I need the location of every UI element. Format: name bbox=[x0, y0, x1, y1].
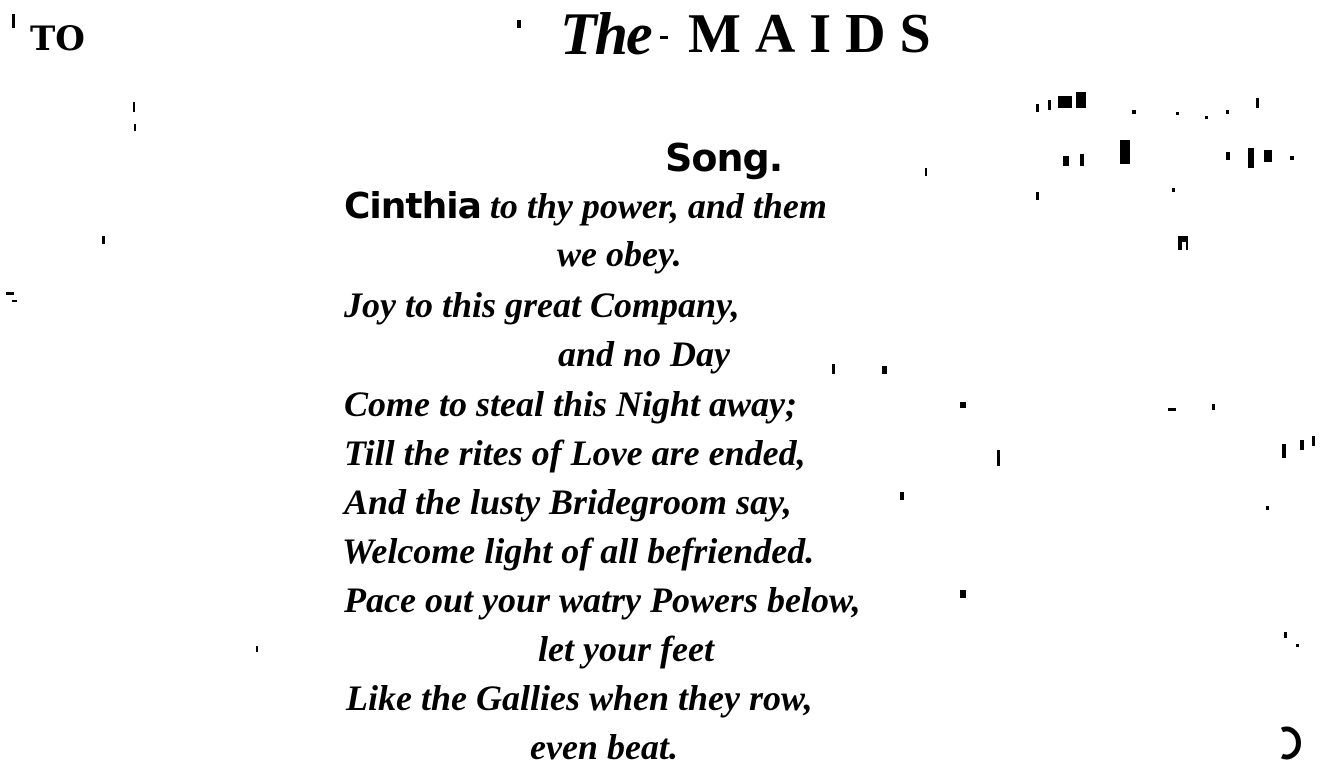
ink-speck bbox=[1058, 96, 1072, 108]
ink-speck bbox=[832, 364, 835, 374]
ink-speck bbox=[1290, 156, 1294, 160]
song-line-italic: even beat. bbox=[530, 727, 678, 767]
ink-speck bbox=[1176, 112, 1179, 115]
song-line bbox=[557, 236, 682, 272]
ink-speck bbox=[6, 292, 14, 295]
ink-speck bbox=[12, 300, 17, 302]
ink-speck bbox=[1284, 632, 1287, 638]
song-line bbox=[530, 729, 678, 765]
ink-speck bbox=[1296, 644, 1299, 647]
song-line-italic: Pace out your watry Powers below, bbox=[344, 580, 861, 620]
ink-speck bbox=[256, 646, 258, 652]
ink-speck bbox=[960, 402, 966, 408]
ink-speck bbox=[1312, 436, 1315, 446]
song-line bbox=[344, 435, 806, 471]
ink-speck bbox=[1256, 98, 1259, 108]
song-line-italic: to thy power, and them bbox=[480, 186, 827, 226]
running-title-article: The bbox=[560, 1, 651, 67]
running-title: MAIDS bbox=[688, 3, 945, 65]
ink-speck bbox=[1300, 440, 1304, 450]
ink-speck bbox=[1168, 408, 1176, 411]
song-heading: Song. bbox=[665, 136, 783, 180]
song-line bbox=[344, 188, 827, 225]
song-line bbox=[344, 386, 797, 422]
ink-speck bbox=[102, 236, 105, 244]
ink-speck bbox=[1063, 156, 1069, 166]
ink-speck bbox=[1182, 242, 1186, 252]
song-line-italic: Like the Gallies when they row, bbox=[346, 678, 813, 718]
ink-speck bbox=[997, 450, 1000, 466]
song-line bbox=[344, 484, 792, 520]
ink-speck bbox=[660, 36, 668, 39]
song-line-roman: Cinthia bbox=[344, 186, 481, 227]
page-number: TO bbox=[30, 19, 85, 59]
ink-speck bbox=[1036, 192, 1039, 200]
song-line-italic: let your feet bbox=[538, 629, 714, 669]
ink-speck bbox=[1172, 188, 1175, 192]
song-line-italic: Come to steal this Night away; bbox=[344, 384, 798, 424]
ink-speck bbox=[1076, 92, 1086, 108]
ink-speck bbox=[1266, 506, 1269, 510]
ink-speck bbox=[1080, 154, 1084, 166]
ink-speck bbox=[1120, 140, 1130, 164]
ink-speck bbox=[1226, 152, 1230, 160]
ink-speck bbox=[960, 590, 966, 598]
ink-speck bbox=[1178, 236, 1188, 250]
ink-speck bbox=[1205, 116, 1208, 119]
ink-speck bbox=[1036, 104, 1039, 112]
song-line bbox=[558, 336, 730, 372]
ink-speck bbox=[1282, 729, 1298, 757]
ink-speck bbox=[517, 20, 521, 28]
song-line-italic: Welcome light of all befriended. bbox=[342, 531, 815, 571]
ink-speck bbox=[1248, 148, 1254, 168]
ink-speck bbox=[133, 102, 135, 112]
song-line bbox=[342, 533, 814, 569]
ink-speck bbox=[925, 168, 927, 176]
ink-speck bbox=[900, 492, 904, 500]
song-line-italic: Joy to this great Company, bbox=[344, 285, 740, 325]
ink-speck bbox=[12, 14, 15, 28]
song-line-italic: And the lusty Bridegroom say, bbox=[344, 482, 792, 522]
ink-speck bbox=[882, 366, 887, 374]
ink-speck bbox=[134, 124, 136, 131]
ink-speck bbox=[1264, 150, 1272, 162]
ink-speck bbox=[1048, 100, 1051, 110]
ink-speck bbox=[1226, 110, 1229, 114]
song-line bbox=[344, 287, 740, 323]
song-line-italic: we obey. bbox=[557, 234, 682, 274]
song-line bbox=[346, 680, 813, 716]
song-line-italic: Till the rites of Love are ended, bbox=[344, 433, 806, 473]
song-line bbox=[538, 631, 714, 667]
ink-speck bbox=[1282, 444, 1286, 458]
song-line-italic: and no Day bbox=[558, 334, 731, 374]
ink-speck bbox=[1212, 404, 1215, 410]
ink-speck bbox=[1132, 110, 1136, 114]
song-line bbox=[344, 582, 861, 618]
